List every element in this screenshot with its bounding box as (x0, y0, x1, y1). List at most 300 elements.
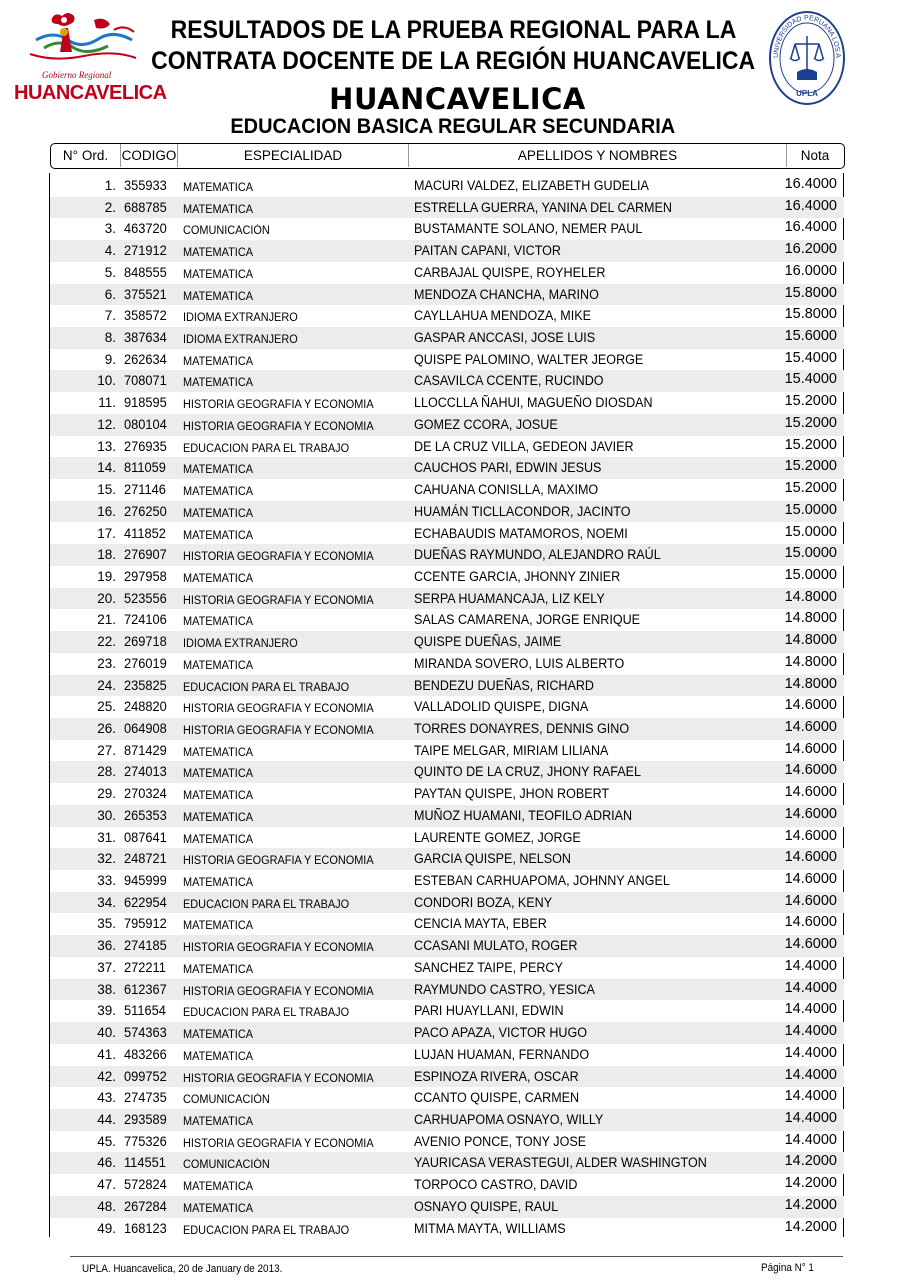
row-nombre: DUEÑAS RAYMUNDO, ALEJANDRO RAÚL (414, 547, 661, 563)
row-number: 40. (97, 1025, 116, 1041)
table-row (50, 1000, 844, 1022)
row-number: 24. (97, 677, 116, 693)
row-number: 15. (97, 482, 116, 498)
row-number: 35. (97, 916, 116, 932)
row-nota: 14.6000 (784, 936, 837, 953)
row-number: 23. (97, 655, 116, 671)
row-nota: 15.2000 (784, 393, 837, 410)
row-especialidad: MATEMATICA (183, 182, 254, 194)
row-nota: 14.6000 (784, 740, 837, 757)
table-row (50, 197, 844, 219)
row-number: 19. (97, 568, 116, 584)
table-row (50, 805, 844, 827)
table-row (50, 653, 844, 675)
row-especialidad: MATEMATICA (183, 355, 254, 368)
row-especialidad: HISTORIA GEOGRAFIA Y ECONOMIA (183, 1072, 374, 1085)
row-codigo: 574363 (124, 1025, 167, 1041)
row-especialidad: MATEMATICA (183, 247, 254, 260)
row-nombre: ESTEBAN CARHUAPOMA, JOHNNY ANGEL (414, 873, 670, 889)
row-especialidad: IDIOMA EXTRANJERO (183, 334, 298, 347)
table-header (50, 143, 845, 169)
table-row (50, 1109, 844, 1131)
row-especialidad: MATEMATICA (183, 811, 254, 824)
row-especialidad: MATEMATICA (183, 1115, 254, 1128)
row-codigo: 775326 (124, 1133, 167, 1149)
row-nombre: ECHABAUDIS MATAMOROS, NOEMI (414, 525, 628, 541)
table-row (50, 957, 844, 979)
table-row (50, 262, 844, 284)
seal-text: UNIVERSIDAD PERUANA LOS A (772, 14, 842, 59)
row-nota: 16.2000 (784, 241, 837, 258)
row-nombre: CONDORI BOZA, KENY (414, 894, 553, 910)
row-number: 17. (97, 525, 116, 541)
row-number: 45. (97, 1133, 116, 1149)
row-number: 46. (97, 1155, 116, 1171)
row-codigo: 708071 (124, 373, 167, 389)
table-row (50, 1218, 844, 1240)
row-codigo: 099752 (124, 1068, 167, 1084)
row-especialidad: EDUCACION PARA EL TRABAJO (183, 1224, 350, 1237)
row-codigo: 274735 (124, 1090, 167, 1106)
row-codigo: 276907 (124, 547, 167, 563)
row-number: 29. (97, 786, 116, 802)
row-especialidad: MATEMATICA (183, 486, 254, 499)
footer-divider (70, 1256, 843, 1257)
row-nombre: OSNAYO QUISPE, RAUL (414, 1198, 559, 1214)
row-codigo: 114551 (124, 1155, 166, 1171)
row-codigo: 918595 (124, 395, 167, 411)
table-row (50, 370, 844, 392)
row-nota: 14.8000 (784, 632, 837, 649)
row-codigo: 262634 (124, 351, 167, 367)
row-especialidad: MATEMATICA (183, 963, 254, 976)
row-codigo: 375521 (124, 286, 167, 302)
row-nombre: CCASANI MULATO, ROGER (414, 938, 578, 954)
row-number: 42. (97, 1068, 116, 1084)
row-codigo: 269718 (124, 634, 167, 650)
row-codigo: 871429 (124, 742, 167, 758)
row-nota: 14.6000 (784, 697, 837, 714)
row-number: 2. (104, 199, 116, 215)
row-nota: 15.2000 (784, 436, 837, 453)
row-nota: 15.0000 (784, 545, 837, 562)
row-codigo: 523556 (124, 590, 167, 606)
row-nota: 14.6000 (784, 762, 837, 779)
row-codigo: 358572 (124, 308, 167, 324)
row-codigo: 387634 (124, 330, 167, 346)
row-nombre: LLOCCLLA ÑAHUI, MAGUEÑO DIOSDAN (414, 395, 653, 411)
row-especialidad: HISTORIA GEOGRAFIA Y ECONOMIA (183, 420, 374, 433)
row-codigo: 411852 (124, 525, 166, 541)
table-row (50, 675, 844, 697)
row-nombre: BENDEZU DUEÑAS, RICHARD (414, 677, 594, 693)
row-nombre: GASPAR ANCCASI, JOSE LUIS (414, 330, 596, 346)
row-codigo: 483266 (124, 1046, 167, 1062)
row-nombre: CASAVILCA CCENTE, RUCINDO (414, 373, 604, 389)
row-especialidad: MATEMATICA (183, 616, 254, 629)
row-nota: 14.4000 (784, 1088, 837, 1105)
col-header-codigo: CODIGO (121, 144, 178, 167)
row-codigo: 168123 (124, 1220, 167, 1236)
row-codigo: 276019 (124, 655, 167, 671)
row-nota: 16.4000 (784, 219, 837, 236)
row-codigo: 945999 (124, 873, 167, 889)
table-row (50, 284, 844, 306)
table-row (50, 218, 844, 240)
row-number: 7. (104, 308, 116, 324)
row-number: 14. (97, 460, 116, 476)
row-especialidad: MATEMATICA (183, 768, 254, 781)
row-nota: 14.6000 (784, 914, 837, 931)
row-nota: 14.2000 (784, 1218, 837, 1235)
row-codigo: 795912 (124, 916, 167, 932)
row-especialidad: MATEMATICA (183, 1202, 254, 1215)
footer-page-number: Página N° 1 (761, 1262, 814, 1274)
row-especialidad: MATEMATICA (183, 290, 254, 303)
row-especialidad: MATEMATICA (183, 833, 254, 846)
row-number: 22. (97, 634, 116, 650)
row-number: 28. (97, 764, 116, 780)
row-especialidad: MATEMATICA (183, 1050, 254, 1063)
row-number: 43. (97, 1090, 116, 1106)
table-row (50, 827, 844, 849)
row-codigo: 688785 (124, 199, 167, 215)
footer-place-date: UPLA. Huancavelica, 20 de January de 2013. (82, 1263, 283, 1275)
table-row (50, 979, 844, 1001)
row-codigo: 463720 (124, 221, 167, 237)
row-nombre: LAURENTE GOMEZ, JORGE (414, 829, 581, 845)
row-nombre: MACURI VALDEZ, ELIZABETH GUDELIA (414, 178, 649, 193)
row-number: 37. (97, 959, 116, 975)
row-nombre: BUSTAMANTE SOLANO, NEMER PAUL (414, 221, 643, 237)
table-row (50, 913, 844, 935)
row-nota: 14.6000 (784, 849, 837, 866)
table-row (50, 175, 844, 197)
table-row (50, 1066, 844, 1088)
row-number: 8. (104, 330, 116, 346)
row-nombre: HUAMÁN TICLLACONDOR, JACINTO (414, 503, 631, 519)
table-row (50, 1152, 844, 1174)
row-number: 32. (97, 851, 116, 867)
row-number: 44. (97, 1111, 116, 1127)
row-nota: 16.0000 (784, 262, 837, 279)
row-especialidad: HISTORIA GEOGRAFIA Y ECONOMIA (183, 551, 374, 564)
table-row (50, 609, 844, 631)
row-nombre: LUJAN HUAMAN, FERNANDO (414, 1046, 590, 1062)
row-especialidad: MATEMATICA (183, 377, 254, 390)
row-codigo: 267284 (124, 1198, 167, 1214)
row-number: 3. (104, 221, 116, 237)
row-codigo: 248721 (124, 851, 167, 867)
table-row (50, 631, 844, 653)
table-row (50, 457, 844, 479)
row-nombre: MITMA MAYTA, WILLIAMS (414, 1220, 566, 1236)
table-row (50, 349, 844, 371)
table-row (50, 761, 844, 783)
row-codigo: 276250 (124, 503, 167, 519)
row-nota: 14.8000 (784, 675, 837, 692)
row-codigo: 087641 (124, 829, 167, 845)
row-especialidad: HISTORIA GEOGRAFIA Y ECONOMIA (183, 1137, 374, 1150)
table-row (50, 479, 844, 501)
row-nota: 14.8000 (784, 610, 837, 627)
row-nombre: RAYMUNDO CASTRO, YESICA (414, 981, 595, 997)
table-row (50, 305, 844, 327)
row-nombre: CAYLLAHUA MENDOZA, MIKE (414, 308, 591, 324)
row-nota: 15.2000 (784, 414, 837, 431)
row-especialidad: EDUCACION PARA EL TRABAJO (183, 898, 350, 911)
row-especialidad: MATEMATICA (183, 746, 254, 759)
row-number: 48. (97, 1198, 116, 1214)
row-number: 34. (97, 894, 116, 910)
row-especialidad: HISTORIA GEOGRAFIA Y ECONOMIA (183, 399, 374, 412)
row-nombre: SALAS CAMARENA, JORGE ENRIQUE (414, 612, 641, 628)
row-codigo: 248820 (124, 699, 167, 715)
row-especialidad: MATEMATICA (183, 659, 254, 672)
row-nombre: PAYTAN QUISPE, JHON ROBERT (414, 786, 610, 802)
table-row (50, 1087, 844, 1109)
row-codigo: 622954 (124, 894, 167, 910)
row-number: 11. (98, 395, 116, 411)
row-nombre: TAIPE MELGAR, MIRIAM LILIANA (414, 742, 609, 758)
row-nombre: MIRANDA SOVERO, LUIS ALBERTO (414, 655, 625, 671)
row-nota: 14.6000 (784, 805, 837, 822)
row-number: 47. (97, 1177, 116, 1193)
row-nota: 14.4000 (784, 957, 837, 974)
row-especialidad: COMUNICACIÓN (183, 1094, 270, 1107)
row-codigo: 612367 (124, 981, 167, 997)
row-number: 10. (97, 373, 116, 389)
row-nota: 14.6000 (784, 827, 837, 844)
row-especialidad: MATEMATICA (183, 203, 254, 216)
row-especialidad: MATEMATICA (183, 920, 254, 933)
table-row (50, 740, 844, 762)
row-number: 38. (97, 981, 116, 997)
table-row (50, 1174, 844, 1196)
row-especialidad: COMUNICACIÓN (183, 1159, 270, 1172)
row-number: 31. (97, 829, 116, 845)
col-header-ord: N° Ord. (51, 144, 121, 167)
row-number: 18. (97, 547, 116, 563)
title-line-2: CONTRATA DOCENTE DE LA REGIÓN HUANCAVELICA (151, 47, 756, 75)
table-row (50, 414, 844, 436)
row-codigo: 724106 (124, 612, 167, 628)
row-nombre: PARI HUAYLLANI, EDWIN (414, 1003, 564, 1019)
row-nombre: PAITAN CAPANI, VICTOR (414, 243, 561, 259)
row-nombre: TORRES DONAYRES, DENNIS GINO (414, 721, 630, 736)
row-codigo: 272211 (124, 959, 166, 975)
row-codigo: 293589 (124, 1111, 167, 1127)
row-nombre: CAUCHOS PARI, EDWIN JESUS (414, 460, 602, 476)
row-nota: 14.4000 (784, 1066, 837, 1083)
table-row (50, 501, 844, 523)
col-header-nota: Nota (800, 148, 830, 163)
row-especialidad: MATEMATICA (183, 507, 254, 520)
row-especialidad: MATEMATICA (183, 790, 254, 803)
row-especialidad: EDUCACION PARA EL TRABAJO (183, 1007, 350, 1020)
row-nombre: CAHUANA CONISLLA, MAXIMO (414, 482, 599, 498)
row-nota: 14.2000 (784, 1196, 837, 1213)
row-especialidad: MATEMATICA (183, 268, 254, 281)
table-row (50, 718, 844, 740)
table-row (50, 935, 844, 957)
table-row (50, 544, 844, 566)
row-especialidad: MATEMATICA (183, 529, 254, 542)
row-especialidad: IDIOMA EXTRANJERO (183, 312, 298, 325)
region-title: HUANCAVELICA (329, 82, 586, 116)
table-row (50, 327, 844, 349)
row-nota: 15.6000 (784, 328, 837, 345)
table-row (50, 1131, 844, 1153)
row-number: 33. (97, 873, 116, 889)
row-nombre: SERPA HUAMANCAJA, LIZ KELY (414, 590, 605, 606)
row-nota: 14.4000 (784, 1001, 837, 1018)
row-number: 16. (97, 503, 116, 519)
row-nota: 15.0000 (784, 523, 837, 540)
row-nota: 15.4000 (784, 371, 837, 388)
row-codigo: 235825 (124, 677, 167, 693)
row-number: 5. (104, 264, 116, 280)
row-nombre: GOMEZ CCORA, JOSUE (414, 416, 558, 432)
row-especialidad: MATEMATICA (183, 1029, 254, 1042)
row-number: 25. (97, 699, 116, 715)
row-nota: 14.6000 (784, 719, 837, 735)
row-number: 9. (104, 351, 116, 367)
row-codigo: 811059 (124, 460, 166, 476)
row-nota: 14.6000 (784, 871, 837, 888)
row-number: 6. (104, 286, 116, 302)
table-row (50, 1022, 844, 1044)
row-nota: 16.4000 (784, 176, 837, 192)
row-nombre: CENCIA MAYTA, EBER (414, 916, 547, 932)
table-row (50, 783, 844, 805)
row-codigo: 274185 (124, 938, 167, 954)
row-nombre: GARCIA QUISPE, NELSON (414, 851, 571, 867)
seal-abbr: UPLA (796, 89, 818, 98)
row-nota: 14.2000 (784, 1175, 837, 1192)
row-codigo: 265353 (124, 807, 167, 823)
row-especialidad: MATEMATICA (183, 1181, 254, 1194)
row-nombre: CCANTO QUISPE, CARMEN (414, 1090, 580, 1106)
row-nota: 14.4000 (784, 1023, 837, 1040)
row-nombre: DE LA CRUZ VILLA, GEDEON JAVIER (414, 438, 634, 454)
logo-name: HUANCAVELICA (14, 82, 167, 104)
row-nombre: YAURICASA VERASTEGUI, ALDER WASHINGTON (414, 1155, 707, 1171)
row-nombre: AVENIO PONCE, TONY JOSE (414, 1133, 587, 1149)
row-nota: 14.2000 (784, 1153, 837, 1170)
table-row (50, 696, 844, 718)
row-nota: 14.4000 (784, 1131, 837, 1148)
row-nombre: CARBAJAL QUISPE, ROYHELER (414, 264, 606, 280)
row-especialidad: IDIOMA EXTRANJERO (183, 638, 298, 651)
row-especialidad: HISTORIA GEOGRAFIA Y ECONOMIA (183, 942, 374, 955)
row-nombre: ESTRELLA GUERRA, YANINA DEL CARMEN (414, 199, 672, 215)
table-row (50, 870, 844, 892)
row-especialidad: MATEMATICA (183, 464, 254, 477)
row-especialidad: HISTORIA GEOGRAFIA Y ECONOMIA (183, 703, 374, 716)
row-nombre: VALLADOLID QUISPE, DIGNA (414, 699, 589, 715)
row-nombre: QUINTO DE LA CRUZ, JHONY RAFAEL (414, 764, 641, 780)
row-number: 1. (104, 178, 116, 193)
row-nota: 15.8000 (784, 284, 837, 301)
row-codigo: 270324 (124, 786, 167, 802)
table-row (50, 240, 844, 262)
row-nombre: PACO APAZA, VICTOR HUGO (414, 1025, 588, 1041)
row-nota: 14.6000 (784, 892, 837, 909)
row-number: 30. (97, 807, 116, 823)
col-header-especialidad: ESPECIALIDAD (178, 144, 409, 167)
row-number: 27. (97, 742, 116, 758)
row-codigo: 064908 (124, 721, 167, 736)
table-row (50, 588, 844, 610)
row-codigo: 080104 (124, 416, 167, 432)
table-row (50, 523, 844, 545)
row-nota: 14.4000 (784, 1109, 837, 1126)
row-especialidad: COMUNICACIÓN (183, 225, 270, 238)
row-especialidad: HISTORIA GEOGRAFIA Y ECONOMIA (183, 985, 374, 998)
row-nota: 15.4000 (784, 349, 837, 366)
row-number: 26. (97, 721, 116, 736)
row-number: 4. (104, 243, 116, 259)
row-number: 41. (97, 1046, 116, 1062)
row-codigo: 297958 (124, 568, 167, 584)
row-nota: 15.2000 (784, 458, 837, 475)
row-nombre: CARHUAPOMA OSNAYO, WILLY (414, 1111, 604, 1127)
row-codigo: 271912 (124, 243, 167, 259)
table-row (50, 1044, 844, 1066)
table-row (50, 566, 844, 588)
row-codigo: 572824 (124, 1177, 167, 1193)
row-number: 21. (97, 612, 116, 628)
row-codigo: 271146 (124, 482, 166, 498)
row-nombre: MENDOZA CHANCHA, MARINO (414, 286, 599, 302)
row-number: 12. (97, 416, 116, 432)
table-row (50, 848, 844, 870)
row-nota: 14.6000 (784, 784, 837, 801)
row-number: 39. (97, 1003, 116, 1019)
row-codigo: 274013 (124, 764, 167, 780)
col-header-nombres: APELLIDOS Y NOMBRES (409, 144, 787, 167)
row-especialidad: EDUCACION PARA EL TRABAJO (183, 442, 350, 455)
row-nombre: MUÑOZ HUAMANI, TEOFILO ADRIAN (414, 807, 633, 823)
row-especialidad: EDUCACION PARA EL TRABAJO (183, 681, 350, 694)
row-nota: 14.4000 (784, 979, 837, 996)
logo-subtitle: Gobierno Regional (42, 70, 112, 80)
row-especialidad: HISTORIA GEOGRAFIA Y ECONOMIA (183, 725, 374, 737)
row-nota: 14.8000 (784, 653, 837, 670)
row-codigo: 511654 (124, 1003, 166, 1019)
row-nombre: SANCHEZ TAIPE, PERCY (414, 959, 563, 975)
row-nombre: QUISPE DUEÑAS, JAIME (414, 634, 562, 650)
row-especialidad: MATEMATICA (183, 877, 254, 890)
table-row (50, 392, 844, 414)
level-title: EDUCACION BASICA REGULAR SECUNDARIA (230, 115, 676, 138)
row-number: 20. (97, 590, 116, 606)
table-row (50, 1196, 844, 1218)
row-codigo: 276935 (124, 438, 167, 454)
row-nombre: TORPOCO CASTRO, DAVID (414, 1177, 578, 1193)
row-especialidad: HISTORIA GEOGRAFIA Y ECONOMIA (183, 594, 374, 607)
row-nombre: QUISPE PALOMINO, WALTER JEORGE (414, 351, 644, 367)
row-number: 36. (97, 938, 116, 954)
row-especialidad: HISTORIA GEOGRAFIA Y ECONOMIA (183, 855, 374, 868)
row-number: 13. (97, 438, 116, 454)
table-row (50, 892, 844, 914)
row-nombre: CCENTE GARCIA, JHONNY ZINIER (414, 568, 621, 584)
row-codigo: 355933 (124, 178, 167, 193)
row-especialidad: MATEMATICA (183, 572, 254, 585)
row-nota: 14.8000 (784, 588, 837, 605)
